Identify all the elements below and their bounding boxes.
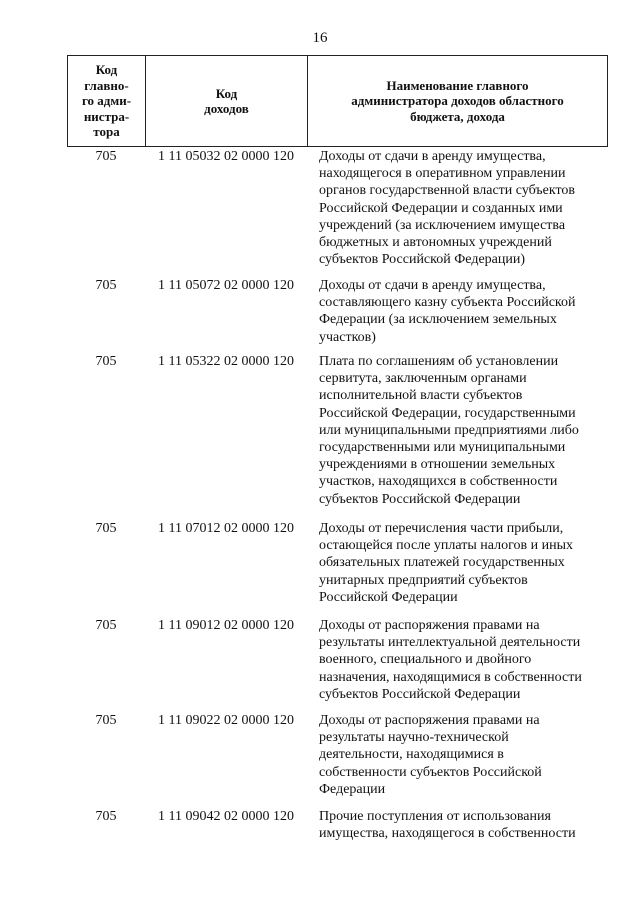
income-name-cell [307, 277, 604, 346]
income-name-line: результаты научно-технической [319, 730, 509, 746]
income-name-line: государственными или муниципальными [319, 440, 566, 456]
income-name-line: Российской Федерации, государственными [319, 405, 576, 421]
table-header [67, 55, 608, 147]
income-name-line: Доходы от сдачи в аренду имущества, [319, 278, 546, 293]
income-name-line: Российской Федерации [319, 589, 458, 605]
income-code-cell: 1 11 05322 02 0000 120 [158, 354, 294, 369]
income-name-line: унитарных предприятий субъектов [319, 572, 528, 588]
income-code-cell: 1 11 09012 02 0000 120 [158, 618, 294, 633]
income-name-line: субъектов Российской Федерации [319, 491, 521, 507]
income-name-line: обязательных платежей государственных [319, 555, 565, 571]
income-name-line: составляющего казну субъекта Российской [319, 295, 576, 311]
table-row [67, 808, 608, 842]
income-name-line: бюджетных и автономных учреждений [319, 235, 552, 251]
admin-code-cell: 705 [95, 149, 117, 164]
income-name-cell [307, 520, 604, 606]
income-name-line: Федерации (за исключением земельных [319, 312, 557, 328]
header-line: Код [95, 62, 118, 78]
income-name-line: сервитута, заключенным органами [319, 371, 527, 387]
header-line: нистра- [83, 108, 130, 124]
income-name-line: остающейся после уплаты налогов и иных [319, 538, 573, 554]
income-name-line: Прочие поступления от использования [319, 809, 551, 824]
header-income-code [146, 56, 308, 146]
income-name-line: имущества, находящегося в собственности [319, 826, 576, 842]
income-name-line: Доходы от сдачи в аренду имущества, [319, 149, 546, 164]
income-name-line: назначения, находящимися в собственности [319, 669, 582, 685]
header-line: главно- [84, 77, 129, 93]
admin-code-cell: 705 [95, 618, 117, 633]
income-name-line: или муниципальными предприятиями либо [319, 422, 579, 438]
income-code-cell: 1 11 07012 02 0000 120 [158, 521, 294, 536]
header-line: бюджета, дохода [410, 108, 505, 124]
income-name-line: учреждениями в отношении земельных [319, 457, 556, 473]
income-name-cell [307, 148, 604, 268]
income-name-line: исполнительной власти субъектов [319, 388, 523, 404]
header-line: администратора доходов областного [351, 93, 564, 109]
income-name-line: участков) [319, 329, 376, 345]
income-name-cell [307, 353, 604, 508]
admin-code-cell: 705 [95, 809, 117, 824]
table-row [67, 712, 608, 798]
income-name-line: деятельности, находящимися в [319, 747, 504, 763]
header-line: доходов [204, 101, 249, 116]
admin-code-cell: 705 [95, 278, 117, 293]
income-code-cell: 1 11 05032 02 0000 120 [158, 149, 294, 164]
income-name-line: Доходы от распоряжения правами на [319, 713, 540, 728]
page-number: 16 [312, 30, 328, 46]
income-code-cell: 1 11 09042 02 0000 120 [158, 809, 294, 824]
header-line: Код [215, 85, 238, 101]
table-row [67, 148, 608, 268]
admin-code-cell: 705 [95, 354, 117, 369]
income-name-line: военного, специального и двойного [319, 652, 532, 668]
income-code-cell: 1 11 09022 02 0000 120 [158, 713, 294, 728]
income-name-line: находящегося в оперативном управлении [319, 166, 566, 182]
table-row [67, 277, 608, 346]
income-name-line: Доходы от перечисления части прибыли, [319, 521, 564, 536]
income-name-line: собственности субъектов Российской [319, 764, 542, 780]
income-name-cell [307, 808, 604, 842]
header-line: тора [93, 124, 120, 140]
income-name-line: Федерации [319, 781, 386, 797]
header-name [308, 56, 607, 146]
income-name-line: субъектов Российской Федерации [319, 686, 521, 702]
income-name-cell [307, 712, 604, 798]
table-row [67, 520, 608, 606]
income-name-line: органов государственной власти субъектов [319, 183, 576, 199]
table-row [67, 353, 608, 508]
table-row [67, 617, 608, 703]
income-name-line: участков, находящихся в собственности [319, 474, 558, 490]
income-name-cell [307, 617, 604, 703]
income-name-line: Доходы от распоряжения правами на [319, 618, 540, 633]
income-code-cell: 1 11 05072 02 0000 120 [158, 278, 294, 293]
header-line: Наименование главного [386, 77, 529, 93]
income-name-line: Плата по соглашениям об установлении [319, 354, 559, 369]
admin-code-cell: 705 [95, 713, 117, 728]
admin-code-cell: 705 [95, 521, 117, 536]
income-name-line: учреждений (за исключением имущества [319, 217, 566, 233]
header-admin-code [68, 56, 146, 146]
income-name-line: субъектов Российской Федерации) [319, 252, 526, 268]
income-name-line: результаты интеллектуальной деятельности [319, 635, 581, 651]
header-line: го адми- [81, 93, 132, 109]
income-name-line: Российской Федерации и созданных ими [319, 200, 563, 216]
